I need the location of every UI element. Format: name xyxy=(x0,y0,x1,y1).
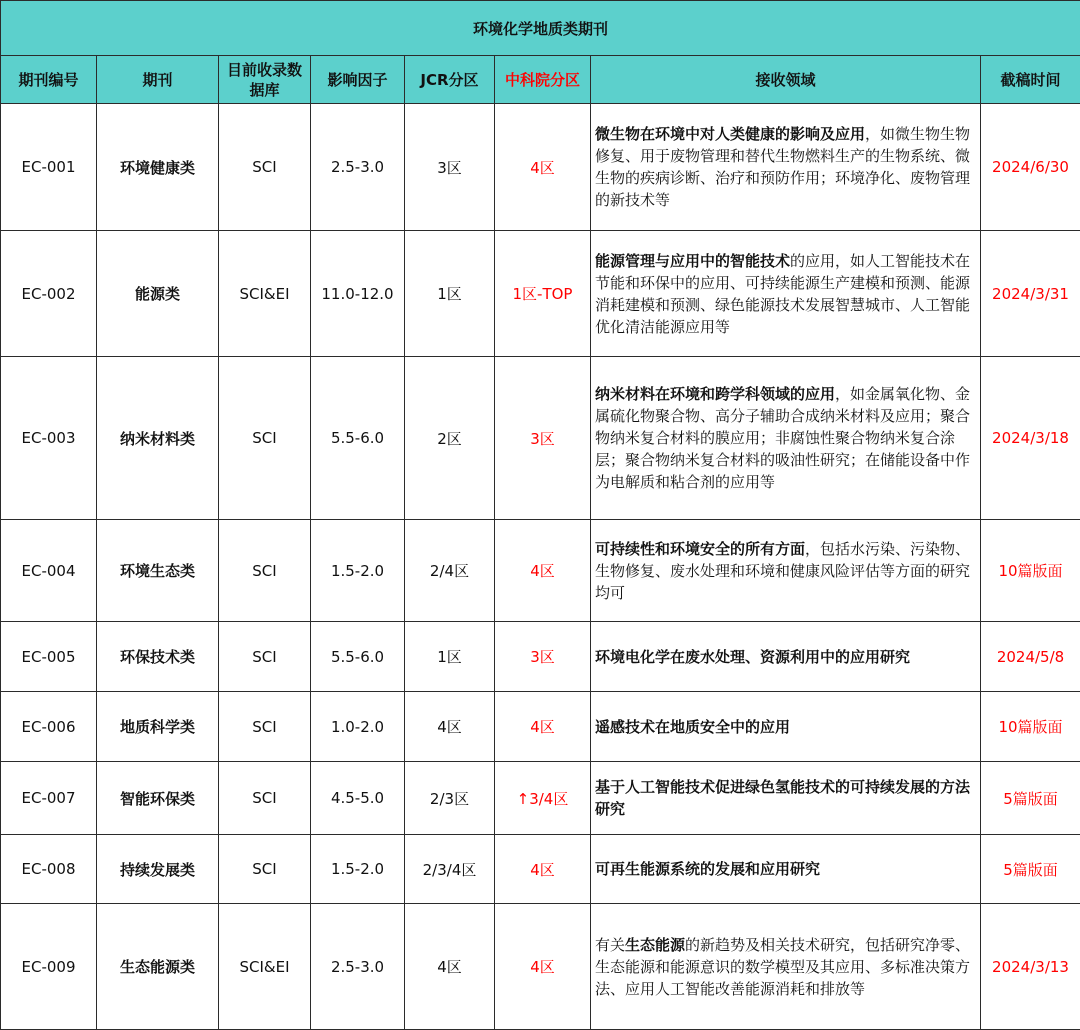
scope-text xyxy=(591,520,981,622)
journal-name: 生态能源类 xyxy=(97,904,219,1030)
deadline: 10篇版面 xyxy=(981,692,1080,762)
table-row xyxy=(1,692,1080,762)
scope-text xyxy=(591,357,981,520)
scope-detail: ，包括水污染、污染物、生物修复、废水处理和环境和健康风险评估等方面的研究均可 xyxy=(595,539,971,602)
scope-text xyxy=(591,104,981,231)
header-jcr: JCR分区 xyxy=(405,56,495,104)
impact-factor: 4.5-5.0 xyxy=(311,762,405,835)
table-row xyxy=(1,622,1080,692)
scope-highlight: 可持续性和环境安全的所有方面 xyxy=(595,539,806,558)
journal-name: 能源类 xyxy=(97,231,219,357)
cas-zone: 3区 xyxy=(495,357,591,520)
deadline: 2024/6/30 xyxy=(981,104,1080,231)
cas-zone: 4区 xyxy=(495,835,591,904)
journal-database: SCI xyxy=(219,762,311,835)
table-row xyxy=(1,231,1080,357)
journal-database: SCI&EI xyxy=(219,904,311,1030)
journal-id: EC-006 xyxy=(1,692,97,762)
scope-highlight: 生态能源 xyxy=(625,935,686,954)
journal-name: 环境健康类 xyxy=(97,104,219,231)
deadline: 10篇版面 xyxy=(981,520,1080,622)
journal-database: SCI xyxy=(219,835,311,904)
journal-id: EC-009 xyxy=(1,904,97,1030)
journal-id: EC-003 xyxy=(1,357,97,520)
impact-factor: 2.5-3.0 xyxy=(311,104,405,231)
scope-text xyxy=(591,762,981,835)
journal-name: 纳米材料类 xyxy=(97,357,219,520)
journal-name: 持续发展类 xyxy=(97,835,219,904)
impact-factor: 1.0-2.0 xyxy=(311,692,405,762)
deadline: 5篇版面 xyxy=(981,835,1080,904)
scope-text xyxy=(591,692,981,762)
scope-highlight: 环境电化学在废水处理、资源利用中的应用研究 xyxy=(595,647,911,666)
scope-prefix: 有关 xyxy=(595,935,626,954)
header-scope: 接收领域 xyxy=(591,56,981,104)
impact-factor: 1.5-2.0 xyxy=(311,835,405,904)
journal-id: EC-007 xyxy=(1,762,97,835)
journal-id: EC-004 xyxy=(1,520,97,622)
header-id: 期刊编号 xyxy=(1,56,97,104)
journal-id: EC-002 xyxy=(1,231,97,357)
cas-zone: ↑3/4区 xyxy=(495,762,591,835)
scope-highlight: 纳米材料在环境和跨学科领域的应用 xyxy=(595,385,836,403)
cas-zone: 4区 xyxy=(495,692,591,762)
cas-zone: 3区 xyxy=(495,622,591,692)
jcr-zone: 2/4区 xyxy=(405,520,495,622)
scope-highlight: 微生物在环境中对人类健康的影响及应用 xyxy=(595,125,866,143)
table-row xyxy=(1,520,1080,622)
journal-database: SCI xyxy=(219,692,311,762)
journal-database: SCI xyxy=(219,622,311,692)
header-cas: 中科院分区 xyxy=(495,56,591,104)
deadline: 5篇版面 xyxy=(981,762,1080,835)
cas-zone: 4区 xyxy=(495,104,591,231)
table-row xyxy=(1,762,1080,835)
deadline: 2024/3/31 xyxy=(981,231,1080,357)
journal-database: SCI&EI xyxy=(219,231,311,357)
impact-factor: 2.5-3.0 xyxy=(311,904,405,1030)
scope-highlight: 基于人工智能技术促进绿色氢能技术的可持续发展的方法研究 xyxy=(595,778,971,818)
table-row xyxy=(1,904,1080,1030)
header-deadline: 截稿时间 xyxy=(981,56,1080,104)
journal-id: EC-005 xyxy=(1,622,97,692)
header-database: 目前收录数据库 xyxy=(219,56,311,104)
table-row xyxy=(1,357,1080,520)
cas-zone: 4区 xyxy=(495,904,591,1030)
journal-name: 智能环保类 xyxy=(97,762,219,835)
scope-detail: 的应用，如人工智能技术在节能和环保中的应用、可持续能源生产建模和预测、能源消耗建模和预测、绿色能源技术发展智慧城市、人工智能优化清洁能源应用等 xyxy=(595,251,971,336)
jcr-zone: 2/3区 xyxy=(405,762,495,835)
scope-text xyxy=(591,231,981,357)
jcr-zone: 2区 xyxy=(405,357,495,520)
cas-zone: 4区 xyxy=(495,520,591,622)
deadline: 2024/5/8 xyxy=(981,622,1080,692)
table-row xyxy=(1,104,1080,231)
scope-detail: ，如微生物生物修复、用于废物管理和替代生物燃料生产的生物系统、微生物的疾病诊断、治疗和预防作用；环境净化、废物管理的新技术等 xyxy=(595,125,971,209)
impact-factor: 1.5-2.0 xyxy=(311,520,405,622)
table-row xyxy=(1,835,1080,904)
journal-name: 环保技术类 xyxy=(97,622,219,692)
scope-detail: ，如金属氧化物、金属硫化物聚合物、高分子辅助合成纳米材料及应用；聚合物纳米复合材料的膜应用；非腐蚀性聚合物纳米复合涂层；聚合物纳米复合材料的吸油性研究；在储能设备中作为电解质和粘合剂的应用等 xyxy=(595,385,971,491)
jcr-zone: 3区 xyxy=(405,104,495,231)
journal-id: EC-001 xyxy=(1,104,97,231)
deadline: 2024/3/13 xyxy=(981,904,1080,1030)
journal-database: SCI xyxy=(219,104,311,231)
impact-factor: 11.0-12.0 xyxy=(311,231,405,357)
scope-text xyxy=(591,904,981,1030)
jcr-zone: 1区 xyxy=(405,622,495,692)
journal-database: SCI xyxy=(219,357,311,520)
jcr-zone: 1区 xyxy=(405,231,495,357)
jcr-zone: 4区 xyxy=(405,904,495,1030)
scope-text xyxy=(591,622,981,692)
scope-highlight: 遥感技术在地质安全中的应用 xyxy=(595,717,791,736)
header-journal: 期刊 xyxy=(97,56,219,104)
impact-factor: 5.5-6.0 xyxy=(311,357,405,520)
journal-name: 环境生态类 xyxy=(97,520,219,622)
cas-zone: 1区-TOP xyxy=(495,231,591,357)
jcr-zone: 2/3/4区 xyxy=(405,835,495,904)
table-title: 环境化学地质类期刊 xyxy=(1,1,1080,56)
scope-highlight: 能源管理与应用中的智能技术 xyxy=(595,251,791,270)
journal-database: SCI xyxy=(219,520,311,622)
header-impact-factor: 影响因子 xyxy=(311,56,405,104)
scope-highlight: 可再生能源系统的发展和应用研究 xyxy=(595,860,821,878)
scope-text xyxy=(591,835,981,904)
journal-name: 地质科学类 xyxy=(97,692,219,762)
jcr-zone: 4区 xyxy=(405,692,495,762)
deadline: 2024/3/18 xyxy=(981,357,1080,520)
journal-id: EC-008 xyxy=(1,835,97,904)
impact-factor: 5.5-6.0 xyxy=(311,622,405,692)
scope-detail: 的新趋势及相关技术研究，包括研究净零、生态能源和能源意识的数学模型及其应用、多标准决策方法、应用人工智能改善能源消耗和排放等 xyxy=(595,935,971,998)
